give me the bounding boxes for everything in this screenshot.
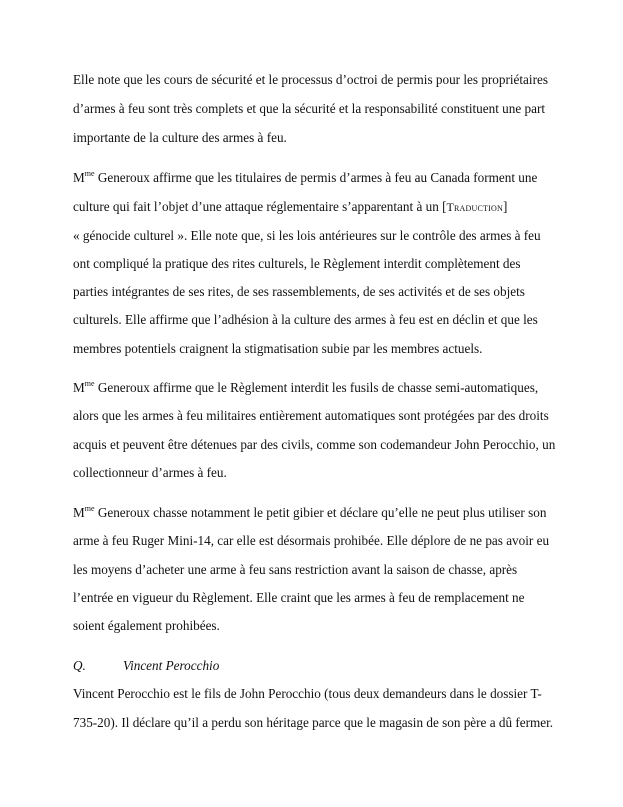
honorific: M xyxy=(73,505,85,520)
text-line: Vincent Perocchio est le fils de John Perocchio (tous deux demandeurs dans le dossier T- xyxy=(73,686,542,701)
text-line: soient également prohibées. xyxy=(73,618,220,633)
section-number: Q. xyxy=(73,658,86,673)
text-line: importante de la culture des armes à feu. xyxy=(73,130,287,145)
text-line: « génocide culturel ». Elle note que, si les lois antérieures sur le contrôle des armes à feu xyxy=(73,228,541,243)
text-line: acquis et peuvent être détenues par des civils, comme son codemandeur John Perocchio, un xyxy=(73,437,556,452)
text-line xyxy=(73,199,507,215)
section-heading xyxy=(73,658,219,674)
text-line: d’armes à feu sont très complets et que la sécurité et la responsabilité constituent une part xyxy=(73,101,546,116)
honorific: M xyxy=(73,170,85,185)
text-line: arme à feu Ruger Mini-14, car elle est désormais prohibée. Elle déplore de ne pas avoir eu xyxy=(73,533,550,548)
text-span: Generoux chasse notamment le petit gibier et déclare qu’elle ne peut plus utiliser son xyxy=(94,505,547,520)
text-line: parties intégrantes de ses rites, de ses rassemblements, de ses activités et de ses objets xyxy=(73,284,525,299)
text-line xyxy=(73,380,538,396)
honorific-superscript: me xyxy=(84,378,95,388)
honorific-superscript: me xyxy=(84,168,95,178)
text-line: les moyens d’acheter une arme à feu sans restriction avant la saison de chasse, après xyxy=(73,562,518,577)
text-line: alors que les armes à feu militaires entièrement automatiques sont protégées par des droits xyxy=(73,408,549,423)
text-line: culturels. Elle affirme que l’adhésion à la culture des armes à feu est en déclin et que les xyxy=(73,312,538,327)
text-span: ] xyxy=(502,199,508,214)
text-line: Elle note que les cours de sécurité et le processus d’octroi de permis pour les propriétaires xyxy=(73,72,548,87)
text-span: culture qui fait l’objet d’une attaque réglementaire s’apparentant à un [ xyxy=(73,199,447,214)
text-line xyxy=(73,505,546,521)
text-line xyxy=(73,170,537,186)
translation-marker: Traduction xyxy=(446,200,503,214)
honorific: M xyxy=(73,380,85,395)
text-span: Generoux affirme que le Règlement interdit les fusils de chasse semi-automatiques, xyxy=(94,380,539,395)
text-line: membres potentiels craignent la stigmatisation subie par les membres actuels. xyxy=(73,341,483,356)
text-line: collectionneur d’armes à feu. xyxy=(73,465,227,480)
text-span: Generoux affirme que les titulaires de permis d’armes à feu au Canada forment une xyxy=(94,170,538,185)
text-line: ont compliqué la pratique des rites culturels, le Règlement interdit complètement des xyxy=(73,256,521,271)
text-line: 735-20). Il déclare qu’il a perdu son héritage parce que le magasin de son père a dû fermer. xyxy=(73,715,554,730)
section-title: Vincent Perocchio xyxy=(123,658,220,673)
honorific-superscript: me xyxy=(84,503,95,513)
text-line: l’entrée en vigueur du Règlement. Elle craint que les armes à feu de remplacement ne xyxy=(73,590,525,605)
